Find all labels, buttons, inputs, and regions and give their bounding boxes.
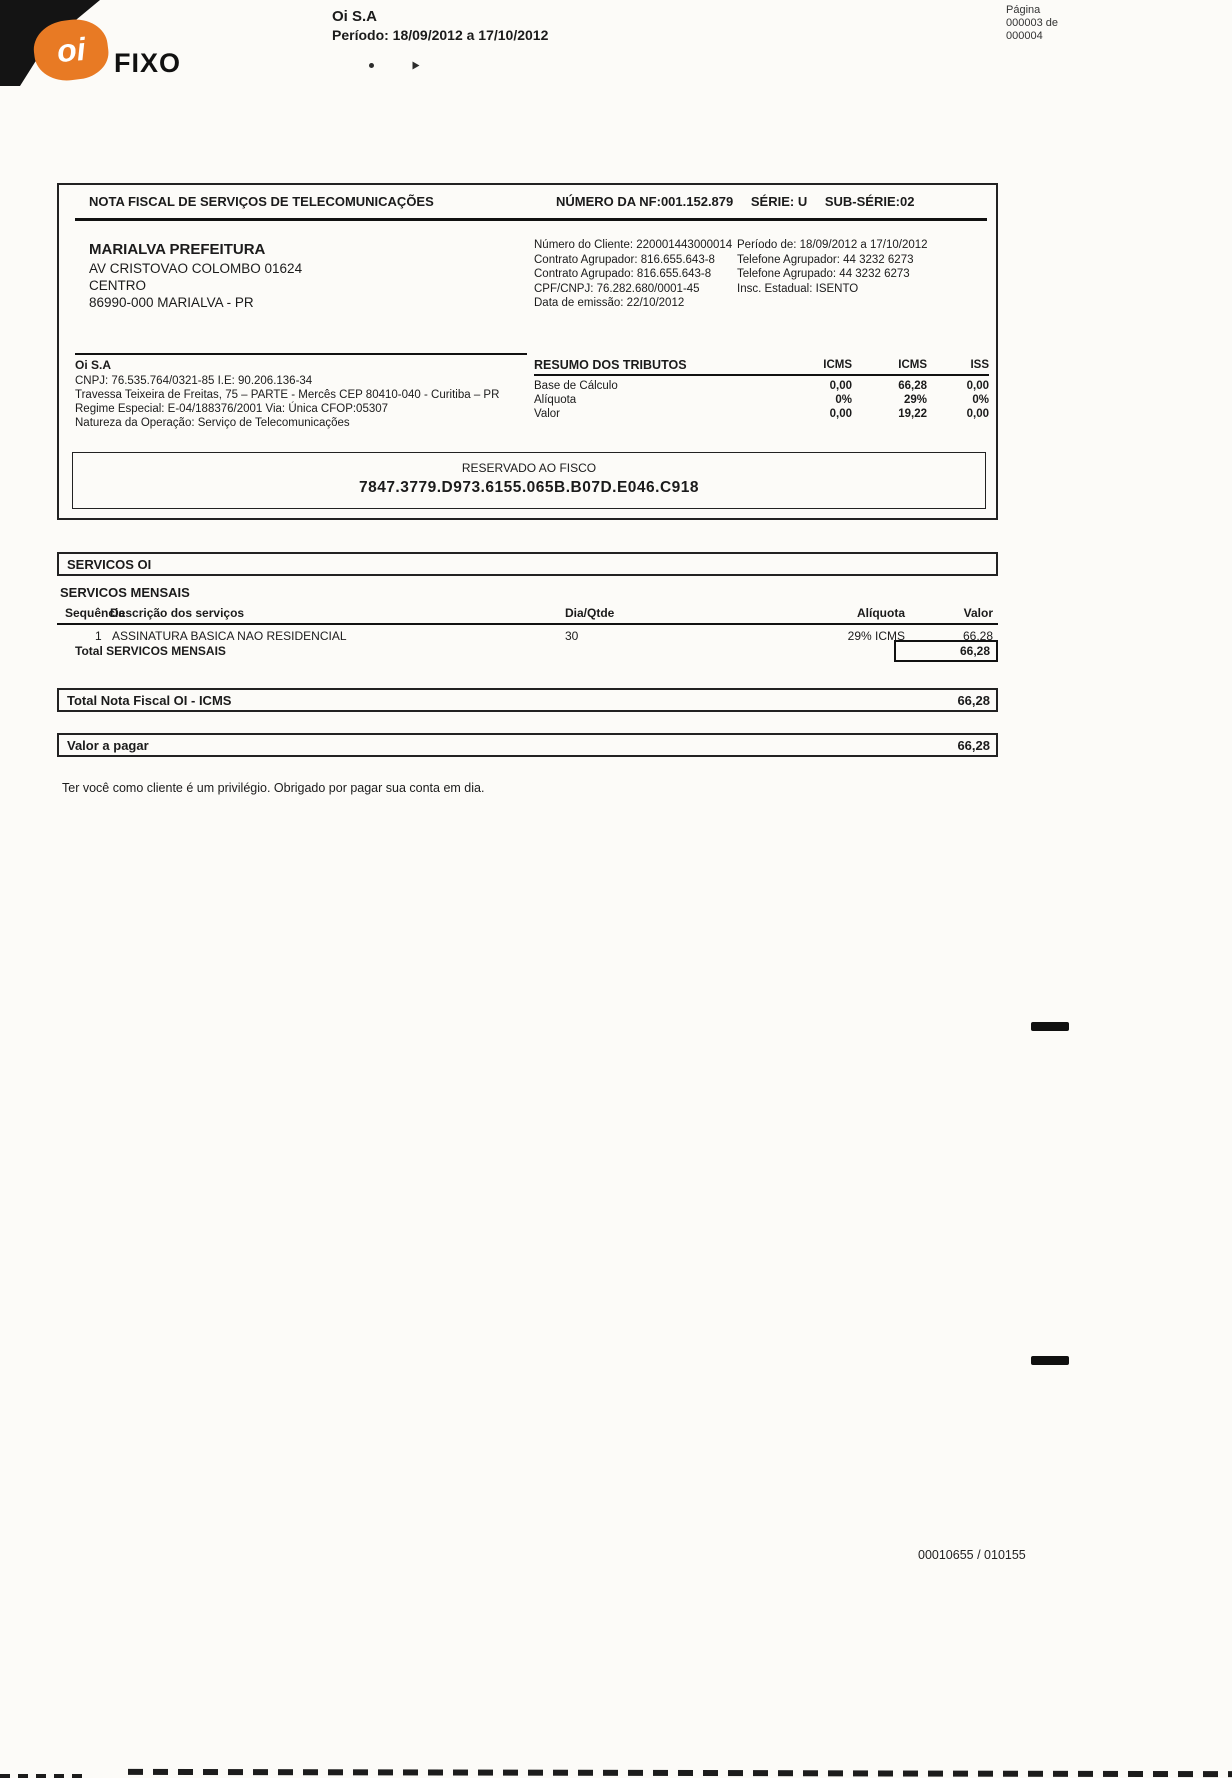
invoice-total-row <box>57 688 998 712</box>
fisco-box <box>72 452 986 509</box>
detail-line: Insc. Estadual: ISENTO <box>737 282 859 295</box>
services-total-value-box <box>894 640 998 662</box>
invoice-main-box <box>57 183 998 520</box>
tax-value: 0,00 <box>966 380 989 392</box>
detail-line: Número do Cliente: 220001443000014 <box>534 239 733 251</box>
detail-line: CPF/CNPJ: 76.282.680/0001-45 <box>534 282 700 295</box>
tax-value: 66,28 <box>898 380 927 392</box>
service-description: ASSINATURA BASICA NAO RESIDENCIAL <box>112 629 347 643</box>
tax-summary-table <box>534 358 989 421</box>
tax-value: 0,00 <box>966 408 989 420</box>
invoice-total-label: Total Nota Fiscal OI - ICMS <box>67 692 232 708</box>
customer-address-line: 86990-000 MARIALVA - PR <box>89 295 254 310</box>
services-section-header <box>57 552 998 576</box>
detail-line: Telefone Agrupado: 44 3232 6273 <box>737 268 910 280</box>
col-header-value: Valor <box>963 606 993 620</box>
services-total-value: 66,28 <box>959 644 990 658</box>
tax-summary-rule <box>534 374 989 376</box>
issuer-line: Regime Especial: E-04/188376/2001 Via: Única CFOP:05307 <box>75 403 389 415</box>
col-header-qty: Dia/Qtde <box>565 606 615 620</box>
amount-due-label: Valor a pagar <box>67 737 149 753</box>
tax-col-header: ICMS <box>823 359 852 371</box>
page-current: 000003 de <box>1006 17 1058 29</box>
tax-col-header: ICMS <box>898 359 927 371</box>
customer-address-line: CENTRO <box>89 278 146 293</box>
service-rate: 29% ICMS <box>847 629 905 643</box>
scan-edge-mark <box>1031 1022 1069 1031</box>
customer-block <box>89 241 302 311</box>
col-header-description: Descrição dos serviços <box>110 606 245 620</box>
invoice-total-value: 66,28 <box>957 692 990 708</box>
issuer-line: Travessa Teixeira de Freitas, 75 – PARTE - Mercês CEP 80410-040 - Curitiba – PR <box>75 389 500 401</box>
tax-value: 0,00 <box>829 380 852 392</box>
service-qty: 30 <box>565 629 579 643</box>
nf-serie: SÉRIE: U <box>750 194 808 209</box>
services-total-label: Total SERVICOS MENSAIS <box>75 644 226 658</box>
services-table-rule <box>57 623 998 625</box>
tax-value: 0% <box>835 394 852 406</box>
issuer-name: Oi S.A <box>75 358 112 372</box>
tax-row-label: Base de Cálculo <box>534 380 618 392</box>
tax-row <box>534 393 989 407</box>
invoice-title: NOTA FISCAL DE SERVIÇOS DE TELECOMUNICAÇÕES <box>89 194 434 209</box>
brand-product-label: FIXO <box>114 48 182 78</box>
footer-message: Ter você como cliente é um privilégio. Obrigado por pagar sua conta em dia. <box>62 781 485 795</box>
torn-bottom-edge <box>0 1774 90 1778</box>
amount-due-row <box>57 733 998 757</box>
page-total: 000004 <box>1006 30 1043 42</box>
tax-summary-title: RESUMO DOS TRIBUTOS <box>534 358 687 372</box>
tax-summary-header <box>534 358 989 372</box>
service-seq: 1 <box>95 629 102 643</box>
detail-line: Data de emissão: 22/10/2012 <box>534 297 685 309</box>
services-subsection-title: SERVICOS MENSAIS <box>60 585 190 600</box>
tax-value: 0,00 <box>829 408 852 420</box>
customer-address-line: AV CRISTOVAO COLOMBO 01624 <box>89 261 303 276</box>
detail-line: Telefone Agrupador: 44 3232 6273 <box>737 253 914 266</box>
services-table <box>57 604 998 664</box>
oi-logo-text: oi <box>55 30 87 69</box>
document-number: 00010655 / 010155 <box>918 1548 1026 1562</box>
tax-row-label: Valor <box>534 408 560 420</box>
page-number-block <box>1006 4 1058 43</box>
invoice-nf-number <box>556 194 928 209</box>
detail-line: Contrato Agrupador: 816.655.643-8 <box>534 253 715 266</box>
amount-due-value: 66,28 <box>957 737 990 753</box>
customer-name: MARIALVA PREFEITURA <box>89 241 266 258</box>
account-details-right <box>737 238 928 296</box>
issuer-line: Natureza da Operação: Serviço de Telecomunicações <box>75 417 350 429</box>
nf-subserie: SUB-SÉRIE:02 <box>824 194 915 209</box>
col-header-rate: Alíquota <box>857 606 905 620</box>
page-label: Página <box>1006 4 1041 16</box>
torn-bottom-edge <box>128 1769 1232 1777</box>
header-company: Oi S.A <box>332 8 378 25</box>
account-details-left <box>534 238 732 311</box>
tax-row-label: Alíquota <box>534 394 577 406</box>
nf-number: NÚMERO DA NF:001.152.879 <box>556 194 734 209</box>
detail-line: Período de: 18/09/2012 a 17/10/2012 <box>737 239 928 251</box>
issuer-block <box>75 358 499 430</box>
header-rule <box>75 218 987 221</box>
tax-row <box>534 379 989 393</box>
issuer-line: CNPJ: 76.535.764/0321-85 I.E: 90.206.136-34 <box>75 375 313 387</box>
tax-value: 0% <box>972 394 989 406</box>
scan-speck <box>413 62 420 70</box>
col-header-sequence: Sequência <box>65 606 126 620</box>
tax-col-header: ISS <box>970 359 989 371</box>
services-section-title: SERVICOS OI <box>67 556 152 572</box>
tax-value: 19,22 <box>898 408 927 420</box>
service-value: 66,28 <box>962 629 993 643</box>
tax-value: 29% <box>903 394 927 406</box>
scan-edge-mark <box>1031 1356 1069 1365</box>
fisco-code: 7847.3779.D973.6155.065B.B07D.E046.C918 <box>358 479 700 496</box>
detail-line: Contrato Agrupado: 816.655.643-8 <box>534 268 712 280</box>
issuer-rule <box>75 353 527 355</box>
tax-row <box>534 407 989 421</box>
header-period: Período: 18/09/2012 a 17/10/2012 <box>332 27 549 43</box>
scan-speck <box>369 63 374 68</box>
fisco-label: RESERVADO AO FISCO <box>461 461 597 475</box>
